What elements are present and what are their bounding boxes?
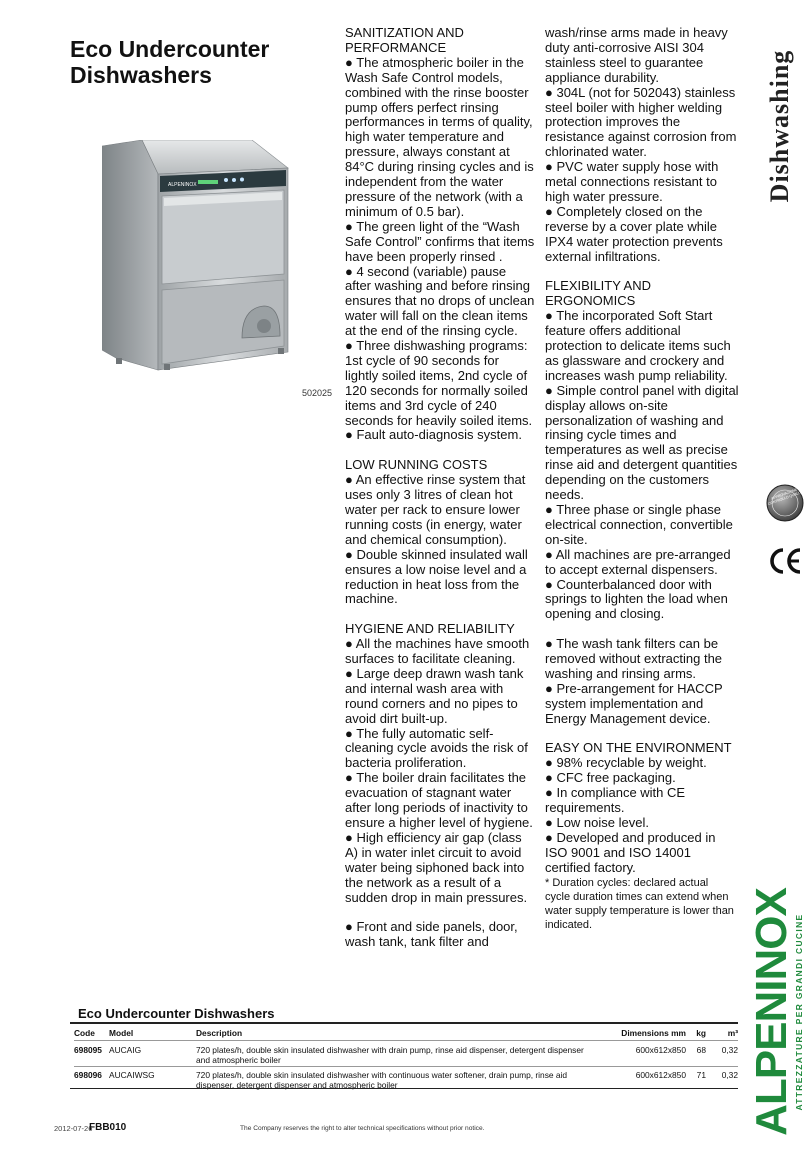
header-m3: m³ bbox=[727, 1028, 738, 1038]
bullet-paragraph: ● The fully automatic self-cleaning cycle avoids the risk of bacteria proliferation. bbox=[345, 725, 528, 771]
product-code-label: 502025 bbox=[302, 388, 333, 398]
table-header-divider bbox=[74, 1040, 738, 1041]
bullet-paragraph: ● 98% recyclable by weight. bbox=[545, 755, 707, 771]
bullet-paragraph: ● The green light of the “Wash Safe Control” confirms that items have been properly rinsed . bbox=[345, 218, 535, 264]
row-model: AUCAIWSG bbox=[109, 1070, 155, 1080]
row-code: 698095 bbox=[74, 1045, 102, 1055]
row-m3: 0,32 bbox=[721, 1045, 738, 1055]
bullet-paragraph: ● The wash tank filters can be removed without extracting the washing and rinsing arms. bbox=[545, 636, 723, 681]
bullet-paragraph: ● Pre-arrangement for HACCP system implementation and Energy Management device. bbox=[545, 680, 723, 726]
header-model: Model bbox=[109, 1028, 134, 1038]
bullet-paragraph: ● Simple control panel with digital display allows on-site personalization of washing and rinsing cycle times and temperatures as well as precise rinse aid and detergent quantities depending on the customers needs. bbox=[545, 382, 739, 503]
table-top-rule bbox=[70, 1022, 738, 1024]
footer-doc-code: FBB010 bbox=[89, 1122, 127, 1133]
product-table bbox=[74, 1026, 738, 1090]
bullet-paragraph: ● Fault auto-diagnosis system. bbox=[345, 427, 522, 443]
section-label-vertical bbox=[752, 36, 808, 216]
bullet-paragraph: ● In compliance with CE requirements. bbox=[545, 785, 686, 816]
quality-seal-text: APPROVAZIONE CONTROLLO QUALITA bbox=[767, 487, 804, 507]
bullet-paragraph: ● The atmospheric boiler in the Wash Safe Control models, combined with the rinse booster pump offers perfect rinsing performances in terms of quality, high water temperature and pressure, always constant at 84°C during rinsing cycles and is independent from the water pressure of the network (with a minimum of 0.5 bar). bbox=[345, 54, 534, 219]
table-title: Eco Undercounter Dishwashers bbox=[78, 1006, 275, 1021]
row-kg: 71 bbox=[696, 1070, 706, 1080]
bullet-paragraph: ● High efficiency air gap (class A) in water inlet circuit to avoid water being siphoned back into the network as a result of a sudden drop in main pressures. bbox=[345, 829, 528, 905]
paragraph-spacer bbox=[345, 443, 535, 458]
text-column-1 bbox=[345, 26, 535, 950]
table-row bbox=[74, 1068, 738, 1090]
paragraph-spacer bbox=[545, 727, 740, 742]
bullet-paragraph: ● Front and side panels, door, wash tank, tank filter and bbox=[345, 919, 518, 950]
section-heading: FLEXIBILITY AND ERGONOMICS bbox=[545, 278, 651, 309]
footnote: * Duration cycles: declared actual cycle duration times can extend when water supply temperature is lower than indicated. bbox=[545, 876, 734, 931]
alpeninox-logo bbox=[748, 888, 806, 1136]
footer-disclaimer: The Company reserves the right to alter technical specifications without prior notice. bbox=[240, 1125, 485, 1132]
bullet-paragraph: ● Counterbalanced door with springs to lighten the load when opening and closing. bbox=[545, 576, 728, 622]
table-row bbox=[74, 1043, 738, 1065]
bullet-paragraph: ● The boiler drain facilitates the evacuation of stagnant water after long periods of inactivity to ensure a higher level of hygiene. bbox=[345, 770, 533, 830]
bullet-paragraph: ● Completely closed on the reverse by a cover plate while IPX4 water protection prevents external infiltrations. bbox=[545, 203, 723, 264]
bullet-paragraph: ● 4 second (variable) pause after washing and before rinsing ensures that no drops of unclean water will fall on the clean items at the end of the rinsing cycle. bbox=[345, 263, 535, 339]
dishwasher-product-image bbox=[102, 140, 298, 372]
row-dimensions: 600x612x850 bbox=[635, 1070, 686, 1080]
header-description: Description bbox=[196, 1028, 243, 1038]
bullet-paragraph: ● All machines are pre-arranged to accept external dispensers. bbox=[545, 546, 731, 577]
bullet-paragraph: ● Three phase or single phase electrical connection, convertible on-site. bbox=[545, 501, 733, 547]
header-kg: kg bbox=[696, 1028, 706, 1038]
bullet-paragraph: ● CFC free packaging. bbox=[545, 770, 676, 786]
row-description: 720 plates/h, double skin insulated dishwasher with continuous water softener, drain pump, rinse aid dispenser, detergent dispenser and atmospheric boiler bbox=[196, 1070, 568, 1090]
title-line-1: Eco Undercounter bbox=[70, 36, 270, 62]
section-heading: EASY ON THE ENVIRONMENT bbox=[545, 740, 732, 756]
bullet-paragraph: ● Low noise level. bbox=[545, 814, 649, 830]
bullet-paragraph: ● Three dishwashing programs: 1st cycle of 90 seconds for lightly soiled items, 2nd cycle of 120 seconds for normally soiled items and 3rd cycle of 240 seconds for heavily soiled items. bbox=[345, 338, 533, 428]
table-row-divider bbox=[74, 1066, 738, 1067]
title-line-2: Dishwashers bbox=[70, 62, 212, 88]
header-code: Code bbox=[74, 1028, 95, 1038]
svg-text:ALPENINOX: ALPENINOX bbox=[168, 182, 197, 188]
paragraph-spacer bbox=[545, 622, 740, 637]
bullet-paragraph: ● Large deep drawn wash tank and internal wash area with round corners and no pipes to avoid dirt built-up. bbox=[345, 665, 524, 726]
bullet-paragraph: ● 304L (not for 502043) stainless steel boiler with higher welding protection improves the resistance against corrosion from chlorinated water. bbox=[545, 84, 737, 160]
logo-tagline-text: ATTREZZATURE PER GRANDI CUCINE bbox=[794, 913, 804, 1111]
paragraph-spacer bbox=[545, 265, 740, 280]
bullet-paragraph: ● Double skinned insulated wall ensures a low noise level and a reduction in heat loss from the machine. bbox=[345, 546, 528, 607]
document-title bbox=[70, 36, 320, 88]
ce-mark-icon bbox=[766, 544, 804, 578]
table-header-row bbox=[74, 1026, 738, 1040]
row-kg: 68 bbox=[696, 1045, 706, 1055]
text-column-2 bbox=[545, 26, 740, 932]
paragraph-spacer bbox=[345, 607, 535, 622]
bullet-paragraph: ● Developed and produced in ISO 9001 and ISO 14001 certified factory. bbox=[545, 829, 716, 875]
row-m3: 0,32 bbox=[721, 1070, 738, 1080]
bullet-paragraph: ● PVC water supply hose with metal connections resistant to high water pressure. bbox=[545, 159, 719, 204]
logo-brand-text: ALPENINOX bbox=[747, 888, 796, 1136]
section-label-text: Dishwashing bbox=[765, 49, 794, 203]
section-heading: SANITIZATION AND PERFORMANCE bbox=[345, 25, 464, 55]
row-model: AUCAIG bbox=[109, 1045, 142, 1055]
row-code: 698096 bbox=[74, 1070, 102, 1080]
bullet-paragraph: ● The incorporated Soft Start feature offers additional protection to delicate items such as glassware and crockery and increases wash pump reliability. bbox=[545, 308, 731, 383]
bullet-paragraph: wash/rinse arms made in heavy duty anti-corrosive AISI 304 stainless steel to guarantee appliance durability. bbox=[545, 25, 728, 85]
bullet-paragraph: ● All the machines have smooth surfaces to facilitate cleaning. bbox=[345, 636, 530, 667]
table-bottom-rule bbox=[70, 1088, 738, 1089]
section-heading: LOW RUNNING COSTS bbox=[345, 457, 488, 473]
footer-date: 2012-07-26 bbox=[54, 1124, 93, 1133]
bullet-paragraph: ● An effective rinse system that uses only 3 litres of clean hot water per rack to ensure lower running costs (in energy, water and chemical consumption). bbox=[345, 472, 526, 547]
row-dimensions: 600x612x850 bbox=[635, 1045, 686, 1055]
section-heading: HYGIENE AND RELIABILITY bbox=[345, 621, 515, 637]
header-dimensions: Dimensions mm bbox=[621, 1028, 686, 1038]
paragraph-spacer bbox=[345, 905, 535, 920]
row-description: 720 plates/h, double skin insulated dishwasher with drain pump, rinse aid dispenser, detergent dispenser and atmospheric boiler bbox=[196, 1045, 584, 1065]
